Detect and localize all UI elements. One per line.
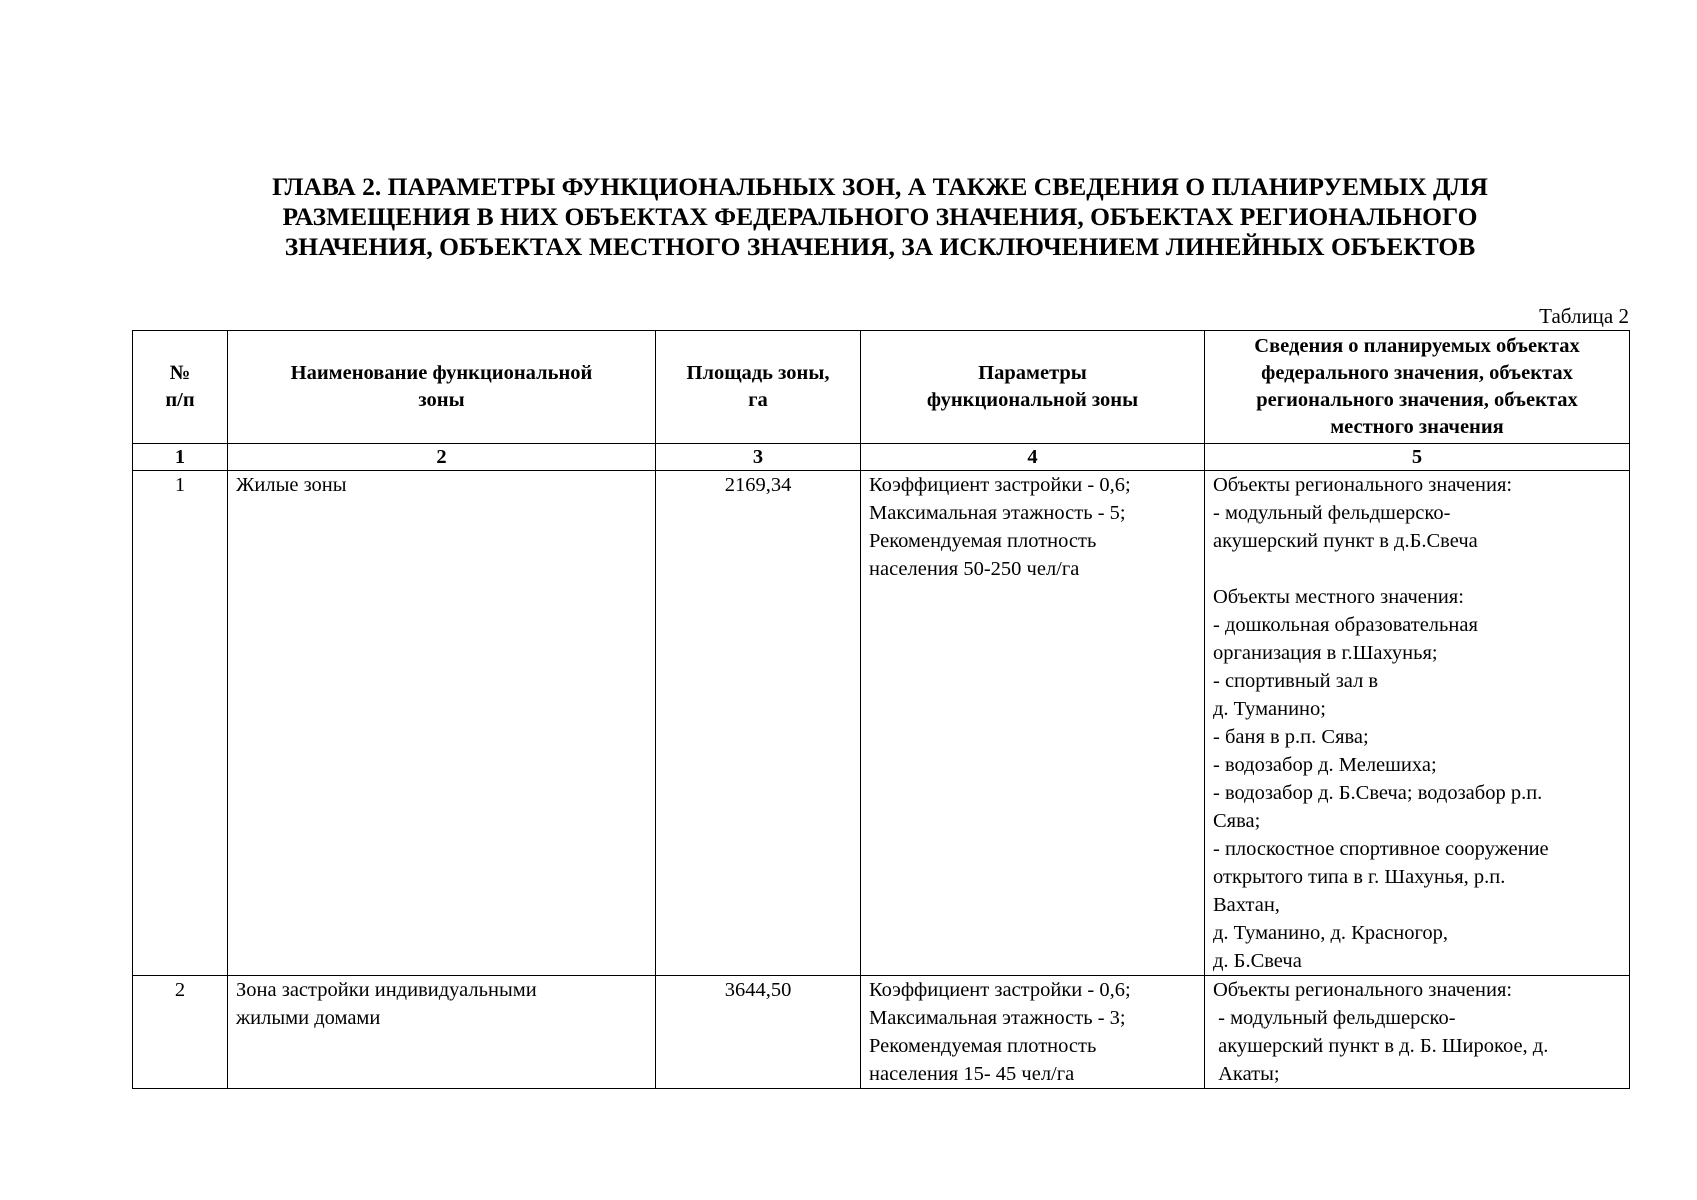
functional-zones-table	[132, 330, 1630, 1089]
regional-objects-title: Объекты регионального значения:	[1213, 474, 1513, 496]
header-zone-name: Наименование функциональной зоны	[228, 331, 656, 444]
row-number: 2	[133, 976, 228, 1089]
zone-params: Коэффициент застройки - 0,6; Максимальная этажность - 3; Рекомендуемая плотность населения 15- 45 чел/га	[861, 976, 1205, 1089]
column-number-row	[133, 444, 1630, 471]
zone-params: Коэффициент застройки - 0,6; Максимальная этажность - 5; Рекомендуемая плотность населения 50-250 чел/га	[861, 471, 1205, 976]
table-caption: Таблица 2	[1539, 304, 1629, 328]
chapter-heading-line: РАЗМЕЩЕНИЯ В НИХ ОБЪЕКТАХ ФЕДЕРАЛЬНОГО ЗНАЧЕНИЯ, ОБЪЕКТАХ РЕГИОНАЛЬНОГО	[282, 202, 1478, 231]
row-number: 1	[133, 471, 228, 976]
table-row	[133, 976, 1630, 1089]
zone-name: Жилые зоны	[228, 471, 656, 976]
chapter-heading	[130, 172, 1630, 262]
header-zone-area: Площадь зоны, га	[656, 331, 861, 444]
header-number: № п/п	[133, 331, 228, 444]
zone-area: 2169,34	[656, 471, 861, 976]
table-header-row	[133, 331, 1630, 444]
planned-objects: Объекты регионального значения: - модульный фельдшерско- акушерский пункт в д.Б.Свеча Объекты местного значения: - дошкольная образовательная организация в г.Шахунья; - спортивный зал в д. Туманино; - баня в р.п. Сява; - водозабор д. Мелешиха; - водозабор д. Б.Свеча; водозабор р.п. Сява; - плоскостное спортивное сооружение открытого типа в г. Шахунья, р.п. Вахтан, д. Туманино, д. Красногор, д. Б.Свеча	[1205, 471, 1630, 976]
column-number: 4	[861, 444, 1205, 471]
planned-objects: Объекты регионального значения: - модульный фельдшерско- акушерский пункт в д. Б. Широкое, д. Акаты;	[1205, 976, 1630, 1089]
local-objects-title: Объекты местного значения:	[1213, 586, 1464, 608]
chapter-heading-line: ЗНАЧЕНИЯ, ОБЪЕКТАХ МЕСТНОГО ЗНАЧЕНИЯ, ЗА ИСКЛЮЧЕНИЕМ ЛИНЕЙНЫХ ОБЪЕКТОВ	[284, 232, 1476, 261]
header-planned-objects: Сведения о планируемых объектах федерального значения, объектах регионального значения, объектах местного значения	[1205, 331, 1630, 444]
column-number: 1	[133, 444, 228, 471]
zone-name: Зона застройки индивидуальными жилыми домами	[228, 976, 656, 1089]
regional-objects-title: Объекты регионального значения:	[1213, 979, 1513, 1001]
column-number: 2	[228, 444, 656, 471]
column-number: 5	[1205, 444, 1630, 471]
table-row	[133, 471, 1630, 976]
header-zone-params: Параметры функциональной зоны	[861, 331, 1205, 444]
column-number: 3	[656, 444, 861, 471]
paragraph-gap	[1213, 555, 1621, 583]
zone-area: 3644,50	[656, 976, 861, 1089]
chapter-heading-line: ГЛАВА 2. ПАРАМЕТРЫ ФУНКЦИОНАЛЬНЫХ ЗОН, А ТАКЖЕ СВЕДЕНИЯ О ПЛАНИРУЕМЫХ ДЛЯ	[272, 172, 1488, 201]
